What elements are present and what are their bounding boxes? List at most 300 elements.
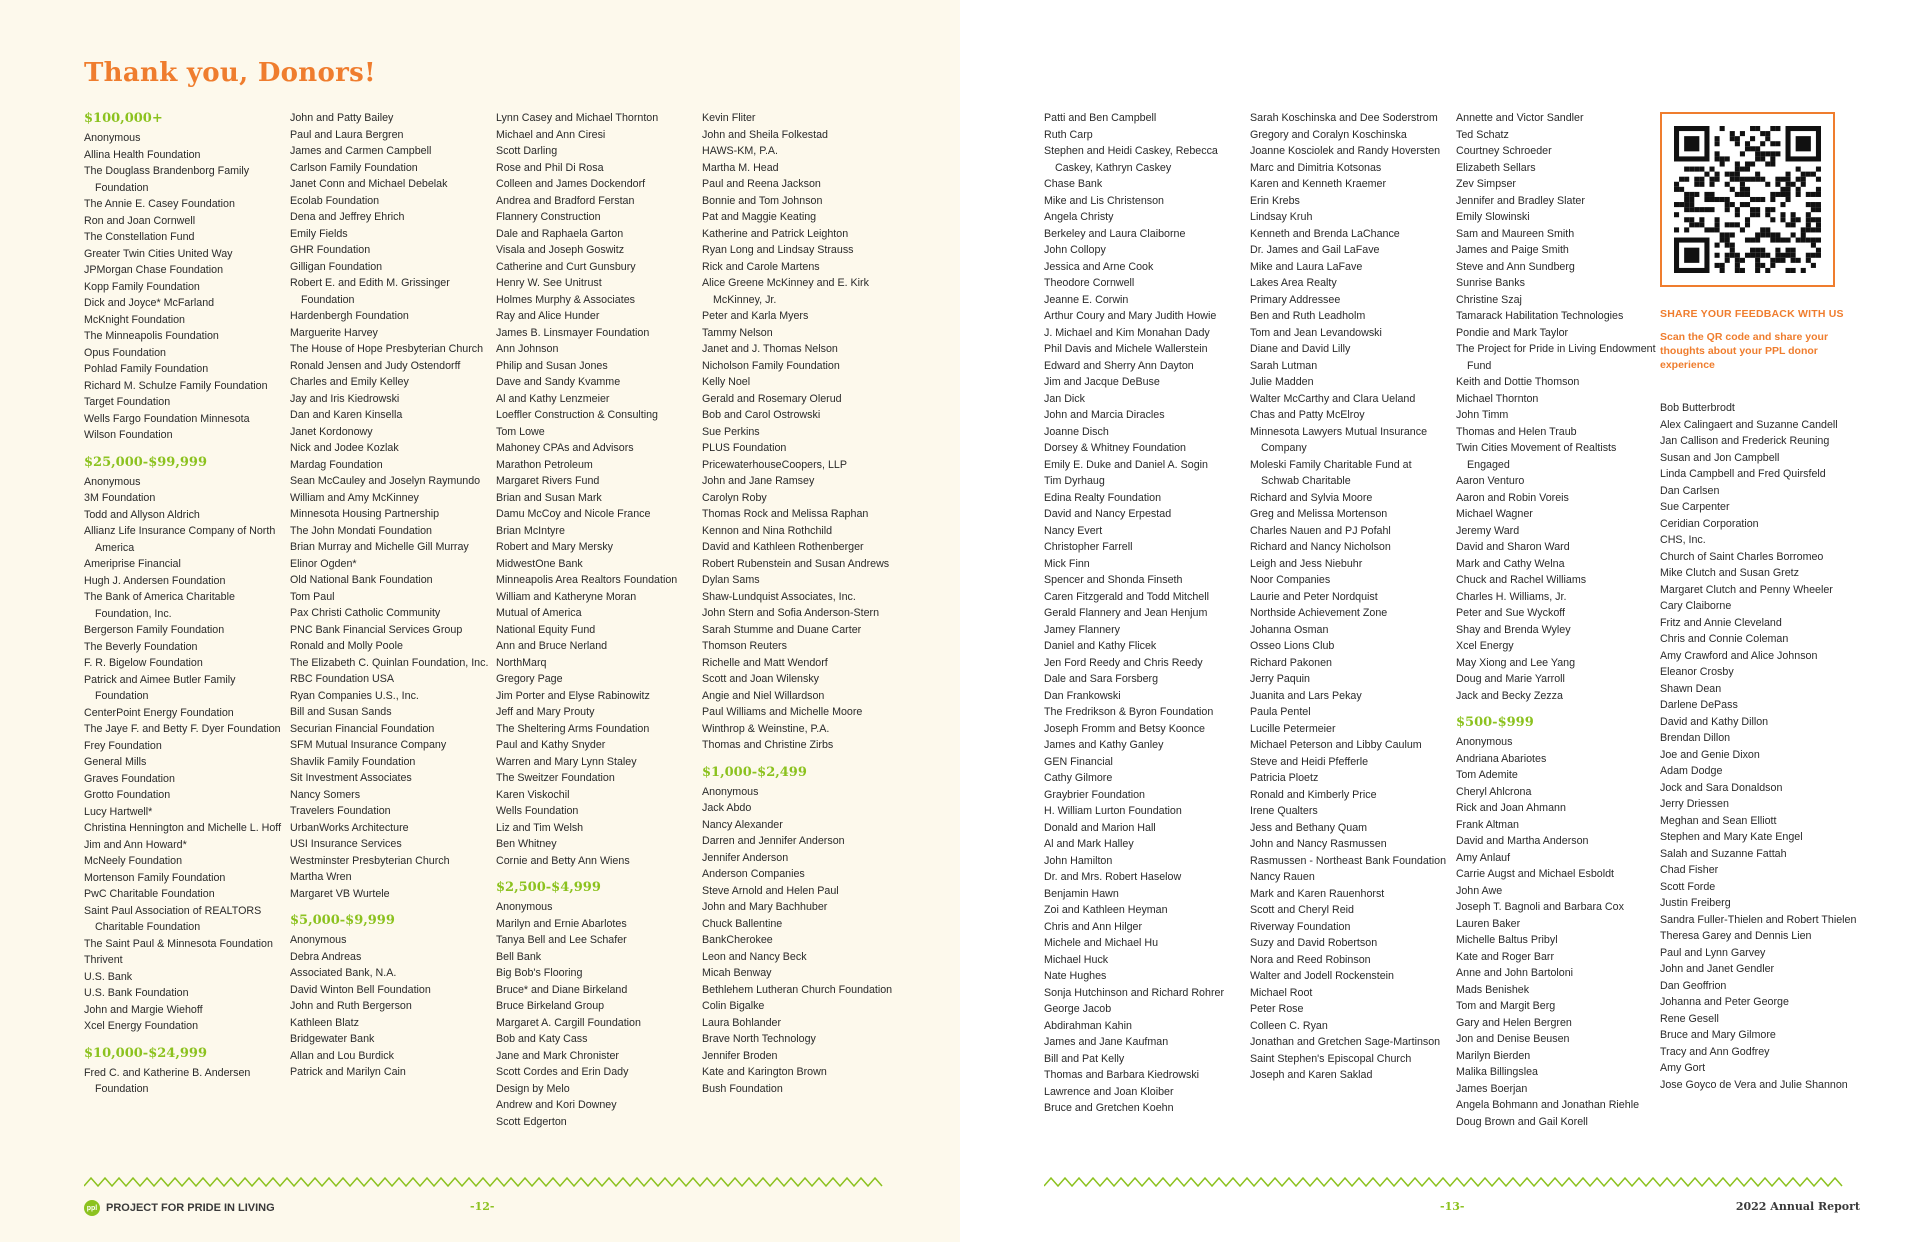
- donor-name: Tom and Jean Levandowski: [1250, 326, 1382, 339]
- donor-name: Nate Hughes: [1044, 970, 1107, 982]
- donor-name: David and Kathleen Rothenberger: [702, 541, 864, 553]
- donor-name: Winthrop & Weinstine, P.A.: [702, 722, 830, 735]
- donor-name: Michele and Michael Hu: [1044, 937, 1159, 949]
- donor-name: Jess and Bethany Quam: [1250, 821, 1368, 834]
- donor-name: John and Ruth Bergerson: [290, 1000, 412, 1012]
- donor-name: Doug Brown and Gail Korell: [1456, 1115, 1588, 1128]
- donor-name: Wells Foundation: [496, 805, 579, 817]
- donor-name: Carlson Family Foundation: [290, 161, 418, 174]
- donor-name: The Jaye F. and Betty F. Dyer Foundation: [84, 723, 281, 735]
- donor-name: Todd and Allyson Aldrich: [84, 508, 200, 521]
- donor-name: Ted Schatz: [1456, 128, 1509, 141]
- donor-name: Joanne Kosciolek and Randy Hoversten: [1250, 145, 1441, 157]
- donor-column: [496, 110, 696, 1136]
- donor-name: Berkeley and Laura Claiborne: [1044, 227, 1186, 240]
- donor-name: SFM Mutual Insurance Company: [290, 739, 447, 751]
- donor-name: Dylan Sams: [702, 574, 760, 586]
- donor-name: Dan Carlsen: [1660, 484, 1720, 497]
- donor-name: Noor Companies: [1250, 574, 1331, 586]
- donor-name: Marguerite Harvey: [290, 326, 378, 339]
- donor-name: Ronald and Kimberly Price: [1250, 788, 1377, 801]
- donor-name: Bob Butterbrodt: [1660, 402, 1735, 414]
- donor-name: Anne and John Bartoloni: [1456, 967, 1574, 979]
- donor-name: Rene Gesell: [1660, 1012, 1719, 1025]
- donor-name: Juanita and Lars Pekay: [1250, 689, 1362, 702]
- donor-name: Chuck and Rachel Williams: [1456, 574, 1587, 586]
- footer-org: [84, 1200, 275, 1216]
- donor-name: Target Foundation: [84, 396, 171, 408]
- donor-name: Richelle and Matt Wendorf: [702, 656, 828, 669]
- donor-name: Liz and Tim Welsh: [496, 821, 584, 834]
- donor-name: Jessica and Arne Cook: [1044, 260, 1154, 273]
- donor-name: Jerry Driessen: [1660, 798, 1729, 810]
- donor-name: RBC Foundation USA: [290, 673, 394, 685]
- donor-name: Tamarack Habilitation Technologies: [1456, 310, 1624, 322]
- donor-name: Joseph T. Bagnoli and Barbara Cox: [1456, 901, 1624, 913]
- donor-name: Mike and Lis Christenson: [1044, 194, 1164, 207]
- donor-name: F. R. Bigelow Foundation: [84, 657, 203, 669]
- donor-name: U.S. Bank: [84, 970, 133, 983]
- donor-name: Jen Ford Reedy and Chris Reedy: [1044, 656, 1203, 669]
- donor-name: Tom Paul: [290, 590, 335, 603]
- donor-name: Colleen and James Dockendorf: [496, 178, 646, 190]
- donor-name: Opus Foundation: [84, 346, 166, 359]
- donor-name: The Bank of America Charitable Foundation, Inc.: [84, 591, 235, 620]
- donor-name: Paul Williams and Michelle Moore: [702, 706, 863, 718]
- donor-name: Mortenson Family Foundation: [84, 871, 226, 884]
- donor-name: Nancy Evert: [1044, 524, 1103, 537]
- donor-name: Colleen C. Ryan: [1250, 1019, 1328, 1032]
- donor-name: Sarah Stumme and Duane Carter: [702, 623, 862, 636]
- donor-name: The Project for Pride in Living Endowment Fund: [1456, 343, 1656, 372]
- donor-name: Sue Perkins: [702, 425, 760, 438]
- donor-name: Johanna Osman: [1250, 623, 1329, 636]
- donor-name: Catherine and Curt Gunsbury: [496, 260, 636, 273]
- donor-name: Dr. James and Gail LaFave: [1250, 244, 1380, 256]
- donor-name: Lynn Casey and Michael Thornton: [496, 112, 659, 124]
- donor-name: Justin Freiberg: [1660, 897, 1731, 909]
- donor-name: Ceridian Corporation: [1660, 517, 1759, 530]
- donor-name: Kevin Fliter: [702, 112, 756, 124]
- donor-section: [1456, 714, 1656, 1130]
- donor-name: Leon and Nancy Beck: [702, 950, 807, 963]
- donor-section: [84, 1045, 284, 1098]
- donor-name: Anonymous: [702, 785, 759, 798]
- donor-name: Marilyn and Ernie Abarlotes: [496, 917, 627, 930]
- feedback-text: Scan the QR code and share your thoughts about your PPL donor experience: [1660, 331, 1829, 371]
- donor-name: Robert Rubenstein and Susan Andrews: [702, 557, 890, 570]
- donor-name: Brave North Technology: [702, 1033, 816, 1045]
- donor-name: Alex Calingaert and Suzanne Candell: [1660, 418, 1838, 431]
- donor-name: Pat and Maggie Keating: [702, 211, 817, 223]
- donor-name: Patrick and Marilyn Cain: [290, 1066, 406, 1078]
- donor-name: Steve and Heidi Pfefferle: [1250, 755, 1369, 768]
- donor-name: Dale and Sara Forsberg: [1044, 673, 1159, 685]
- donor-name: Walter and Jodell Rockenstein: [1250, 970, 1394, 982]
- donor-name: James B. Linsmayer Foundation: [496, 326, 650, 339]
- donor-name: Zoi and Kathleen Heyman: [1044, 904, 1168, 916]
- donor-name: The Minneapolis Foundation: [84, 330, 219, 342]
- donor-name: USI Insurance Services: [290, 838, 402, 850]
- donor-name: John Awe: [1456, 884, 1503, 897]
- donor-name: Richard and Sylvia Moore: [1250, 491, 1373, 504]
- donor-name: Amy Crawford and Alice Johnson: [1660, 649, 1818, 662]
- donor-name: Darlene DePass: [1660, 699, 1738, 711]
- donor-name: Lucille Petermeier: [1250, 722, 1336, 735]
- donor-name: Ruth Carp: [1044, 128, 1093, 141]
- donor-name: Martha Wren: [290, 871, 352, 883]
- donor-name: Patrick and Aimee Butler Family Foundation: [84, 673, 236, 702]
- donor-name: Sunrise Banks: [1456, 277, 1525, 289]
- donor-name: Greg and Melissa Mortenson: [1250, 508, 1388, 520]
- donor-name: Sarah Lutman: [1250, 359, 1318, 372]
- donor-name: Steve and Ann Sundberg: [1456, 260, 1575, 273]
- donor-name: Xcel Energy Foundation: [84, 1020, 199, 1032]
- donor-name: Paul and Laura Bergren: [290, 128, 404, 141]
- donor-name: John and Marcia Diracles: [1044, 409, 1165, 421]
- donor-name: The Douglass Brandenborg Family Foundation: [84, 165, 250, 194]
- donor-name: HAWS-KM, P.A.: [702, 145, 779, 157]
- donor-name: Colin Bigalke: [702, 1000, 765, 1012]
- donor-name: Robert and Mary Mersky: [496, 541, 614, 553]
- donor-name: Carolyn Roby: [702, 491, 767, 504]
- donor-name: Mutual of America: [496, 607, 582, 619]
- donor-column: [1660, 400, 1860, 1099]
- donor-name: Travelers Foundation: [290, 805, 391, 817]
- report-title: 2022 Annual Report: [1735, 1200, 1860, 1213]
- donor-name: J. Michael and Kim Monahan Dady: [1044, 326, 1210, 339]
- donor-name: Arthur Coury and Mary Judith Howie: [1044, 310, 1217, 322]
- donor-name: Gregory Page: [496, 673, 563, 685]
- donor-name: Securian Financial Foundation: [290, 722, 435, 735]
- donor-name: Ameriprise Financial: [84, 558, 181, 570]
- donor-name: McKnight Foundation: [84, 313, 185, 326]
- donor-name: Amy Gort: [1660, 1062, 1706, 1074]
- giving-level-heading: $25,000-$99,999: [84, 454, 207, 470]
- donor-name: Bridgewater Bank: [290, 1033, 375, 1045]
- donor-name: Minnesota Lawyers Mutual Insurance Company: [1250, 425, 1428, 454]
- donor-name: Karen and Kenneth Kraemer: [1250, 178, 1387, 190]
- donor-name: David and Nancy Erpestad: [1044, 508, 1172, 520]
- donor-section: [702, 110, 902, 754]
- donor-name: Andriana Abariotes: [1456, 752, 1547, 765]
- donor-name: Anonymous: [84, 132, 141, 144]
- donor-name: McNeely Foundation: [84, 855, 183, 867]
- donor-name: Brendan Dillon: [1660, 732, 1731, 744]
- donor-section: [1660, 400, 1860, 1093]
- donor-column: [290, 110, 490, 1087]
- donor-section: [1250, 110, 1450, 1084]
- donor-name: Bush Foundation: [702, 1082, 783, 1095]
- donor-name: Al and Kathy Lenzmeier: [496, 392, 610, 405]
- donor-name: Michael Root: [1250, 986, 1313, 999]
- donor-name: Darren and Jennifer Anderson: [702, 835, 845, 847]
- donor-name: Leigh and Jess Niebuhr: [1250, 557, 1363, 570]
- donor-name: Chris and Ann Hilger: [1044, 920, 1143, 933]
- donor-name: Wilson Foundation: [84, 429, 173, 441]
- donor-name: Stephen and Heidi Caskey, Rebecca Caskey, Kathryn Caskey: [1044, 145, 1218, 174]
- donor-name: Graybrier Foundation: [1044, 788, 1145, 801]
- donor-name: Richard and Nancy Nicholson: [1250, 541, 1391, 553]
- donor-name: Theresa Garey and Dennis Lien: [1660, 930, 1812, 942]
- donor-name: Margaret A. Cargill Foundation: [496, 1016, 641, 1029]
- donor-name: Mike Clutch and Susan Gretz: [1660, 567, 1800, 579]
- donor-name: Abdirahman Kahin: [1044, 1019, 1132, 1032]
- donor-name: Scott Edgerton: [496, 1115, 567, 1128]
- qr-code[interactable]: [1660, 112, 1835, 287]
- donor-name: Caren Fitzgerald and Todd Mitchell: [1044, 590, 1209, 603]
- donor-name: The Beverly Foundation: [84, 640, 198, 653]
- donor-name: Anonymous: [496, 901, 553, 913]
- donor-name: Joseph Fromm and Betsy Koonce: [1044, 722, 1205, 735]
- donor-name: Charles Nauen and PJ Pofahl: [1250, 524, 1391, 537]
- donor-name: Old National Bank Foundation: [290, 574, 433, 586]
- donor-name: The Elizabeth C. Quinlan Foundation, Inc.: [290, 656, 489, 669]
- giving-level-heading: $1,000-$2,499: [702, 764, 807, 780]
- donor-name: Jane and Mark Chronister: [496, 1049, 619, 1062]
- donor-name: Emily Fields: [290, 227, 348, 240]
- page-number-right: -13-: [1440, 1200, 1465, 1213]
- donor-name: BankCherokee: [702, 934, 773, 946]
- donor-name: Elizabeth Sellars: [1456, 161, 1536, 174]
- donor-name: Ann and Bruce Nerland: [496, 640, 608, 652]
- donor-name: Ryan Companies U.S., Inc.: [290, 689, 419, 702]
- donor-name: Donald and Marion Hall: [1044, 821, 1156, 834]
- donor-name: Bonnie and Tom Johnson: [702, 194, 823, 207]
- donor-name: Sandra Fuller-Thielen and Robert Thielen: [1660, 913, 1857, 926]
- donor-name: Rick and Joan Ahmann: [1456, 802, 1566, 814]
- donor-name: Rose and Phil Di Rosa: [496, 161, 604, 174]
- donor-section: [84, 110, 284, 444]
- donor-name: Edina Realty Foundation: [1044, 491, 1162, 504]
- donor-section: [290, 912, 490, 1081]
- donor-name: James Boerjan: [1456, 1082, 1528, 1095]
- donor-name: Bruce and Gretchen Koehn: [1044, 1102, 1174, 1114]
- donor-name: William and Katheryne Moran: [496, 590, 637, 603]
- donor-name: Christina Hennington and Michelle L. Hoff: [84, 822, 282, 834]
- donor-name: Phil Davis and Michele Wallerstein: [1044, 343, 1208, 355]
- donor-name: Kennon and Nina Rothchild: [702, 524, 833, 537]
- donor-name: Linda Campbell and Fred Quirsfeld: [1660, 468, 1826, 480]
- donor-column: [84, 110, 284, 1104]
- donor-name: Lawrence and Joan Kloiber: [1044, 1085, 1174, 1098]
- donor-name: Primary Addressee: [1250, 293, 1341, 306]
- giving-level-heading: $5,000-$9,999: [290, 913, 395, 928]
- donor-name: Mahoney CPAs and Advisors: [496, 442, 634, 454]
- donor-name: PLUS Foundation: [702, 442, 787, 454]
- donor-name: Michael Huck: [1044, 953, 1109, 966]
- donor-name: Jonathan and Gretchen Sage-Martinson: [1250, 1036, 1441, 1048]
- org-name: PROJECT FOR PRIDE IN LIVING: [106, 1202, 275, 1214]
- donor-name: Micah Benway: [702, 967, 772, 979]
- donor-name: General Mills: [84, 756, 147, 768]
- donor-name: Bruce and Mary Gilmore: [1660, 1029, 1776, 1041]
- feedback-title: SHARE YOUR FEEDBACK WITH US: [1660, 308, 1844, 320]
- donor-name: Scott Cordes and Erin Dady: [496, 1066, 629, 1078]
- donor-name: Scott and Joan Wilensky: [702, 673, 820, 685]
- donor-name: Christopher Farrell: [1044, 541, 1133, 553]
- donor-name: Andrea and Bradford Ferstan: [496, 194, 635, 207]
- donor-name: Northside Achievement Zone: [1250, 607, 1388, 619]
- donor-name: Shay and Brenda Wyley: [1456, 623, 1571, 636]
- donor-name: Dan Frankowski: [1044, 689, 1121, 702]
- donor-column: [702, 110, 902, 1103]
- donor-name: Diane and David Lilly: [1250, 343, 1351, 355]
- donor-name: Aaron and Robin Voreis: [1456, 491, 1569, 504]
- donor-name: John and Margie Wiehoff: [84, 1003, 203, 1016]
- donor-name: MidwestOne Bank: [496, 557, 583, 570]
- donor-name: Bethlehem Lutheran Church Foundation: [702, 983, 893, 996]
- donor-name: Peter and Sue Wyckoff: [1456, 607, 1566, 619]
- donor-name: Nora and Reed Robinson: [1250, 953, 1371, 966]
- donor-name: Warren and Mary Lynn Staley: [496, 755, 637, 768]
- donor-name: The Annie E. Casey Foundation: [84, 198, 235, 210]
- donor-name: The Constellation Fund: [84, 231, 195, 243]
- donor-name: Paul and Reena Jackson: [702, 178, 821, 190]
- donor-name: CHS, Inc.: [1660, 534, 1706, 546]
- donor-name: Sit Investment Associates: [290, 772, 412, 784]
- donor-name: William and Amy McKinney: [290, 491, 419, 504]
- donor-name: Ryan Long and Lindsay Strauss: [702, 244, 854, 256]
- donor-name: Shawn Dean: [1660, 682, 1722, 695]
- donor-name: Charles H. Williams, Jr.: [1456, 590, 1567, 603]
- donor-name: Thomas and Barbara Kiedrowski: [1044, 1069, 1200, 1081]
- donor-name: James and Paige Smith: [1456, 244, 1569, 256]
- donor-name: Jennifer Anderson: [702, 851, 789, 864]
- donor-name: Big Bob's Flooring: [496, 967, 583, 979]
- donor-name: Salah and Suzanne Fattah: [1660, 847, 1787, 860]
- donor-name: Jamey Flannery: [1044, 623, 1121, 636]
- donor-name: Sarah Koschinska and Dee Soderstrom: [1250, 112, 1438, 124]
- donor-name: Henry W. See Unitrust: [496, 277, 602, 289]
- donor-name: Chase Bank: [1044, 178, 1103, 190]
- donor-name: Joanne Disch: [1044, 425, 1109, 438]
- donor-name: Gary and Helen Bergren: [1456, 1016, 1572, 1029]
- donor-name: Kenneth and Brenda LaChance: [1250, 227, 1400, 240]
- donor-name: Dave and Sandy Kvamme: [496, 376, 621, 388]
- donor-name: GEN Financial: [1044, 755, 1113, 768]
- zigzag-divider-left: [84, 1175, 884, 1189]
- donor-name: Kopp Family Foundation: [84, 280, 200, 293]
- donor-name: Sonja Hutchinson and Richard Rohrer: [1044, 986, 1225, 999]
- donor-name: Mick Finn: [1044, 557, 1090, 570]
- donor-name: Anderson Companies: [702, 868, 805, 880]
- donor-name: Ronald Jensen and Judy Ostendorff: [290, 359, 461, 372]
- donor-name: Shavlik Family Foundation: [290, 755, 416, 768]
- donor-name: Chuck Ballentine: [702, 917, 783, 930]
- donor-name: Janet Conn and Michael Debelak: [290, 178, 448, 190]
- donor-name: John and Patty Bailey: [290, 112, 394, 124]
- donor-name: Jennifer and Bradley Slater: [1456, 194, 1585, 207]
- donor-name: The John Mondati Foundation: [290, 524, 433, 537]
- donor-name: David and Sharon Ward: [1456, 541, 1570, 553]
- donor-name: Frey Foundation: [84, 739, 162, 752]
- donor-name: Malika Billingslea: [1456, 1066, 1538, 1078]
- donor-name: Kathleen Blatz: [290, 1016, 359, 1029]
- donor-name: Johanna and Peter George: [1660, 996, 1789, 1008]
- donor-name: Philip and Susan Jones: [496, 359, 608, 372]
- donor-name: Jim and Ann Howard*: [84, 838, 187, 851]
- donor-name: Thomson Reuters: [702, 640, 787, 652]
- donor-column: [1250, 110, 1450, 1090]
- donor-name: Anonymous: [84, 475, 141, 488]
- donor-name: Eleanor Crosby: [1660, 666, 1734, 678]
- donor-name: Michael Peterson and Libby Caulum: [1250, 739, 1422, 751]
- donor-name: Visala and Joseph Goswitz: [496, 244, 625, 256]
- donor-name: Susan and Jon Campbell: [1660, 451, 1780, 464]
- donor-name: Adam Dodge: [1660, 765, 1723, 777]
- donor-name: Mardag Foundation: [290, 458, 383, 471]
- donor-name: Marilyn Bierden: [1456, 1049, 1531, 1062]
- donor-name: Paul and Lynn Garvey: [1660, 946, 1766, 959]
- donor-name: May Xiong and Lee Yang: [1456, 656, 1576, 669]
- donor-name: Loeffler Construction & Consulting: [496, 409, 658, 421]
- donor-name: Ron and Joan Cornwell: [84, 214, 196, 227]
- donor-name: Allina Health Foundation: [84, 148, 201, 161]
- donor-name: Dick and Joyce* McFarland: [84, 297, 215, 309]
- donor-name: Joseph and Karen Saklad: [1250, 1069, 1373, 1081]
- donor-name: Bob and Katy Cass: [496, 1033, 588, 1045]
- donor-name: Pohlad Family Foundation: [84, 363, 209, 375]
- donor-name: Lauren Baker: [1456, 917, 1521, 930]
- donor-name: Riverway Foundation: [1250, 920, 1351, 933]
- donor-name: Marathon Petroleum: [496, 458, 593, 471]
- donor-name: Jim Porter and Elyse Rabinowitz: [496, 689, 650, 702]
- donor-name: Jeanne E. Corwin: [1044, 293, 1129, 306]
- donor-name: Charles and Emily Kelley: [290, 376, 409, 388]
- donor-name: Joe and Genie Dixon: [1660, 748, 1760, 761]
- donor-name: Cary Claiborne: [1660, 600, 1732, 612]
- donor-name: Laura Bohlander: [702, 1016, 782, 1029]
- donor-name: Michael Thornton: [1456, 392, 1539, 405]
- giving-level-heading: $10,000-$24,999: [84, 1045, 207, 1061]
- donor-name: Tom and Margit Berg: [1456, 1000, 1556, 1012]
- donor-name: Ecolab Foundation: [290, 194, 380, 207]
- donor-name: Peter and Karla Myers: [702, 310, 809, 322]
- donor-name: Michelle Baltus Pribyl: [1456, 934, 1558, 946]
- donor-name: Meghan and Sean Elliott: [1660, 814, 1777, 827]
- donor-name: JPMorgan Chase Foundation: [84, 264, 224, 276]
- donor-name: Irene Qualters: [1250, 805, 1318, 817]
- donor-name: Katherine and Patrick Leighton: [702, 227, 849, 240]
- donor-name: Margaret Rivers Fund: [496, 475, 600, 487]
- donor-name: Jennifer Broden: [702, 1049, 778, 1062]
- donor-name: Tammy Nelson: [702, 326, 773, 339]
- donor-name: Pondie and Mark Taylor: [1456, 326, 1569, 339]
- donor-name: Lucy Hartwell*: [84, 805, 153, 818]
- donor-name: Mads Benishek: [1456, 983, 1530, 996]
- donor-name: Nancy Alexander: [702, 818, 783, 831]
- donor-name: Christine Szaj: [1456, 293, 1522, 306]
- donor-name: National Equity Fund: [496, 623, 596, 636]
- donor-name: Scott Darling: [496, 145, 558, 157]
- page-number-left: -12-: [470, 1200, 495, 1213]
- donor-name: John Timm: [1456, 409, 1509, 421]
- donor-name: Elinor Ogden*: [290, 557, 357, 570]
- donor-name: Tanya Bell and Lee Schafer: [496, 934, 627, 946]
- donor-name: Martha M. Head: [702, 161, 779, 174]
- donor-name: Nick and Jodee Kozlak: [290, 442, 399, 454]
- donor-name: Flannery Construction: [496, 211, 601, 223]
- donor-name: Janet and J. Thomas Nelson: [702, 343, 838, 355]
- donor-name: Angela Bohmann and Jonathan Riehle: [1456, 1099, 1640, 1111]
- donor-name: Steve Arnold and Helen Paul: [702, 884, 839, 897]
- donor-name: Erin Krebs: [1250, 194, 1300, 207]
- donor-name: David and Kathy Dillon: [1660, 715, 1769, 728]
- donor-name: Keith and Dottie Thomson: [1456, 376, 1580, 388]
- donor-name: Jose Goyco de Vera and Julie Shannon: [1660, 1078, 1848, 1091]
- donor-name: Amy Anlauf: [1456, 851, 1511, 864]
